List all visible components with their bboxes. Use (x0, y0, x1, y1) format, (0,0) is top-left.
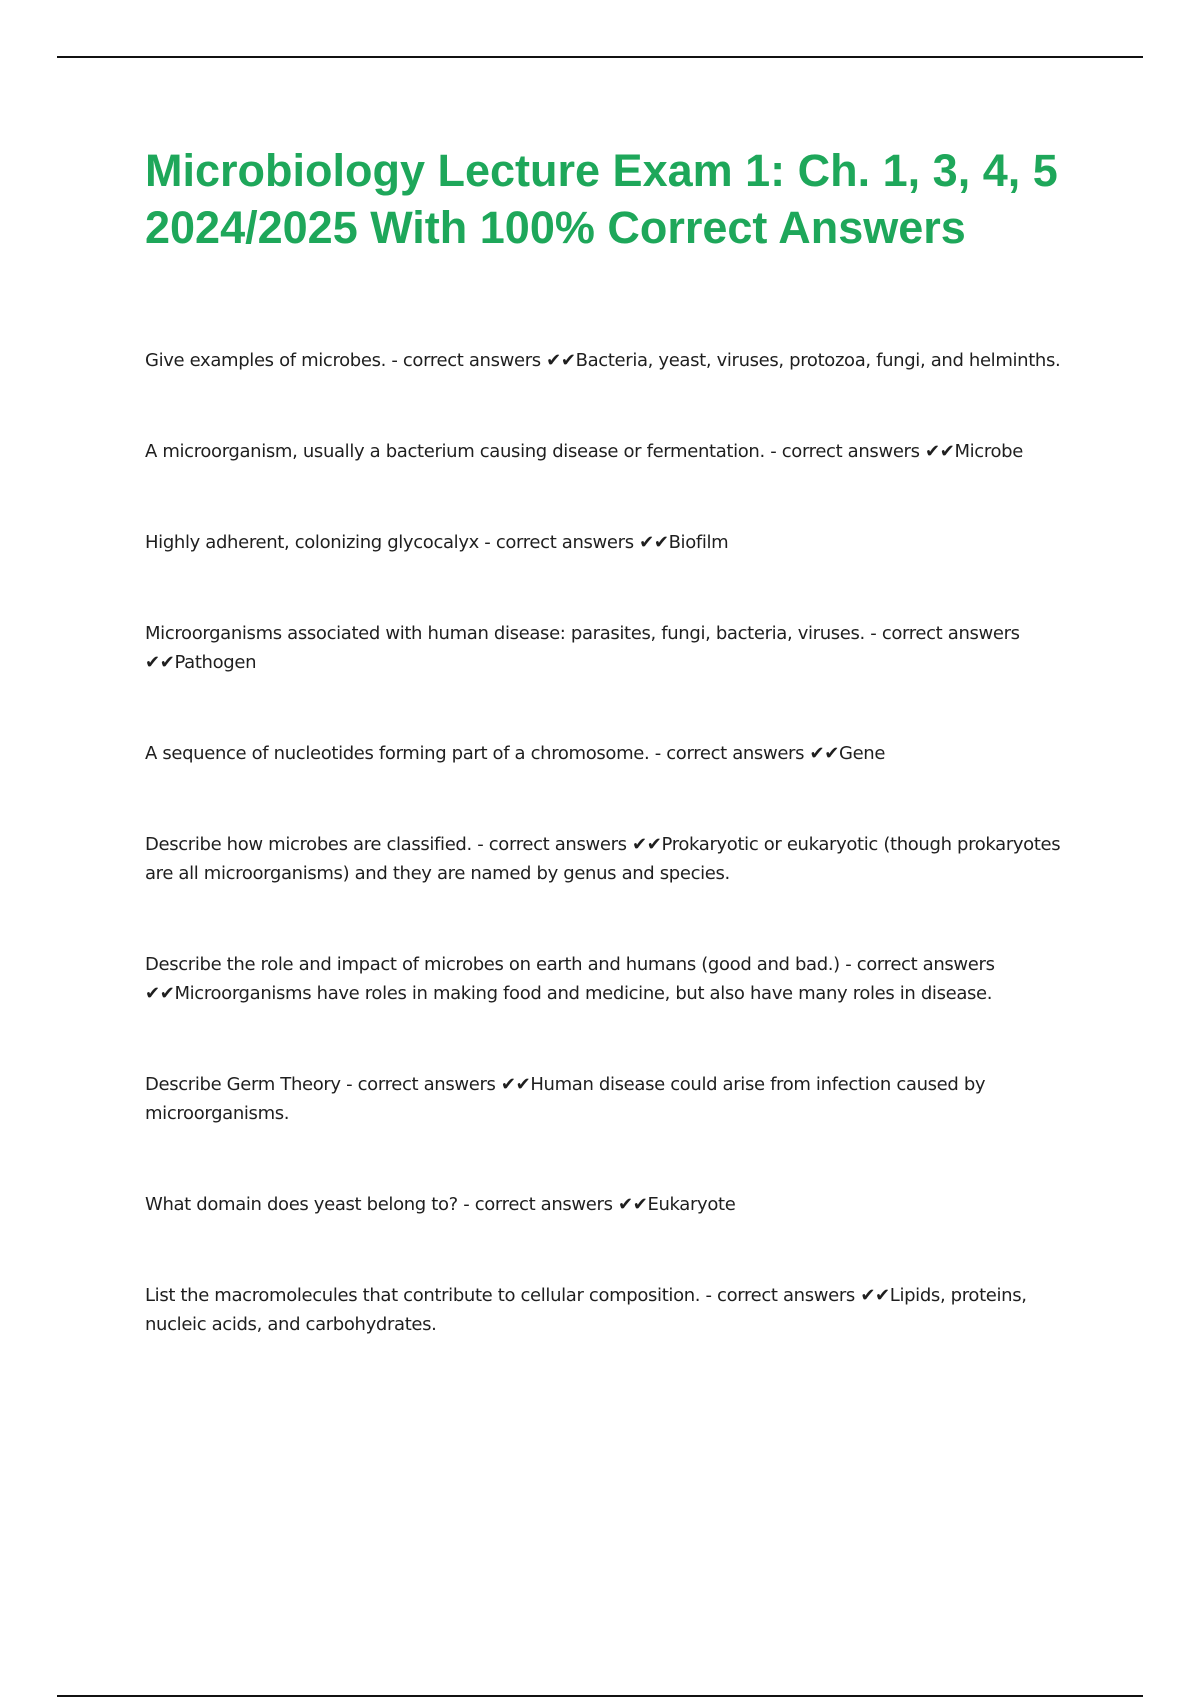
question-text: Describe how microbes are classified. (145, 834, 472, 855)
question-text: A microorganism, usually a bacterium causing disease or fermentation. (145, 441, 765, 462)
bottom-divider (57, 1695, 1143, 1697)
check-marks-icon: ✔✔ (617, 1194, 648, 1215)
answer-text: Microbe (954, 441, 1023, 462)
question-text: Microorganisms associated with human disease: parasites, fungi, bacteria, viruses. (145, 623, 865, 644)
answer-text: Lipids, proteins, nucleic acids, and carbohydrates. (145, 1285, 1027, 1335)
answer-text: Bacteria, yeast, viruses, protozoa, fungi, and helminths. (575, 350, 1061, 371)
check-marks-icon: ✔✔ (546, 350, 576, 371)
qa-item: Microorganisms associated with human disease: parasites, fungi, bacteria, viruses. - correct answers ✔✔Pathogen (145, 623, 1020, 673)
question-text: Give examples of microbes. (145, 350, 386, 371)
question-text: List the macromolecules that contribute to cellular composition. (145, 1285, 701, 1306)
qa-item: Describe the role and impact of microbes on earth and humans (good and bad.) - correct answers ✔✔Microorganisms have roles in making food and medicine, but also have many roles in disease. (145, 954, 995, 1004)
answer-marker: correct answers (717, 1285, 855, 1306)
qa-item: List the macromolecules that contribute to cellular composition. - correct answers ✔✔Lipids, proteins, nucleic acids, and carbohydrates. (145, 1285, 1027, 1335)
answer-text: Eukaryote (647, 1194, 736, 1215)
qa-item: Give examples of microbes. - correct answers ✔✔Bacteria, yeast, viruses, protozoa, fungi, and helminths. (145, 350, 1061, 371)
question-text: A sequence of nucleotides forming part of a chromosome. (145, 743, 650, 764)
answer-marker: correct answers (402, 350, 541, 371)
check-marks-icon: ✔✔ (145, 983, 175, 1004)
question-text: Describe the role and impact of microbes on earth and humans (good and bad.) (145, 954, 840, 975)
answer-text: Human disease could arise from infection caused by microorganisms. (145, 1074, 986, 1124)
qa-item: Highly adherent, colonizing glycocalyx - correct answers ✔✔Biofilm (145, 532, 729, 553)
answer-marker: correct answers (474, 1194, 613, 1215)
answer-marker: correct answers (357, 1074, 496, 1095)
qa-item: Describe Germ Theory - correct answers ✔✔Human disease could arise from infection caused by microorganisms. (145, 1074, 986, 1124)
qa-item: Describe how microbes are classified. - correct answers ✔✔Prokaryotic or eukaryotic (though prokaryotes are all microorganisms) and they are named by genus and species. (145, 834, 1061, 884)
check-marks-icon: ✔✔ (860, 1285, 890, 1306)
check-marks-icon: ✔✔ (632, 834, 662, 855)
qa-item: What domain does yeast belong to? - correct answers ✔✔Eukaryote (145, 1194, 736, 1215)
document-title: Microbiology Lecture Exam 1: Ch. 1, 3, 4, 5 2024/2025 With 100% Correct Answers (145, 145, 1058, 253)
check-marks-icon: ✔✔ (925, 441, 955, 462)
answer-marker: correct answers (881, 623, 1020, 644)
check-marks-icon: ✔✔ (639, 532, 669, 553)
answer-marker: correct answers (666, 743, 805, 764)
answer-text: Prokaryotic or eukaryotic (though prokaryotes are all microorganisms) and they are named by genus and species. (145, 834, 1061, 884)
answer-text: Biofilm (668, 532, 729, 553)
question-text: Highly adherent, colonizing glycocalyx (145, 532, 479, 553)
check-marks-icon: ✔✔ (500, 1074, 531, 1095)
question-text: What domain does yeast belong to? (145, 1194, 458, 1215)
answer-text: Microorganisms have roles in making food and medicine, but also have many roles in disease. (174, 983, 993, 1004)
qa-item: A microorganism, usually a bacterium causing disease or fermentation. - correct answers ✔✔Microbe (145, 441, 1023, 462)
qa-item: A sequence of nucleotides forming part of a chromosome. - correct answers ✔✔Gene (145, 743, 886, 764)
answer-marker: correct answers (488, 834, 627, 855)
top-divider (57, 56, 1143, 58)
answer-text: Gene (838, 743, 886, 764)
check-marks-icon: ✔✔ (145, 652, 175, 673)
answer-text: Pathogen (174, 652, 257, 673)
question-text: Describe Germ Theory (145, 1074, 341, 1095)
check-marks-icon: ✔✔ (809, 743, 839, 764)
answer-marker: correct answers (495, 532, 634, 553)
answer-marker: correct answers (856, 954, 995, 975)
question-answer-list (145, 346, 1080, 1401)
answer-marker: correct answers (781, 441, 920, 462)
